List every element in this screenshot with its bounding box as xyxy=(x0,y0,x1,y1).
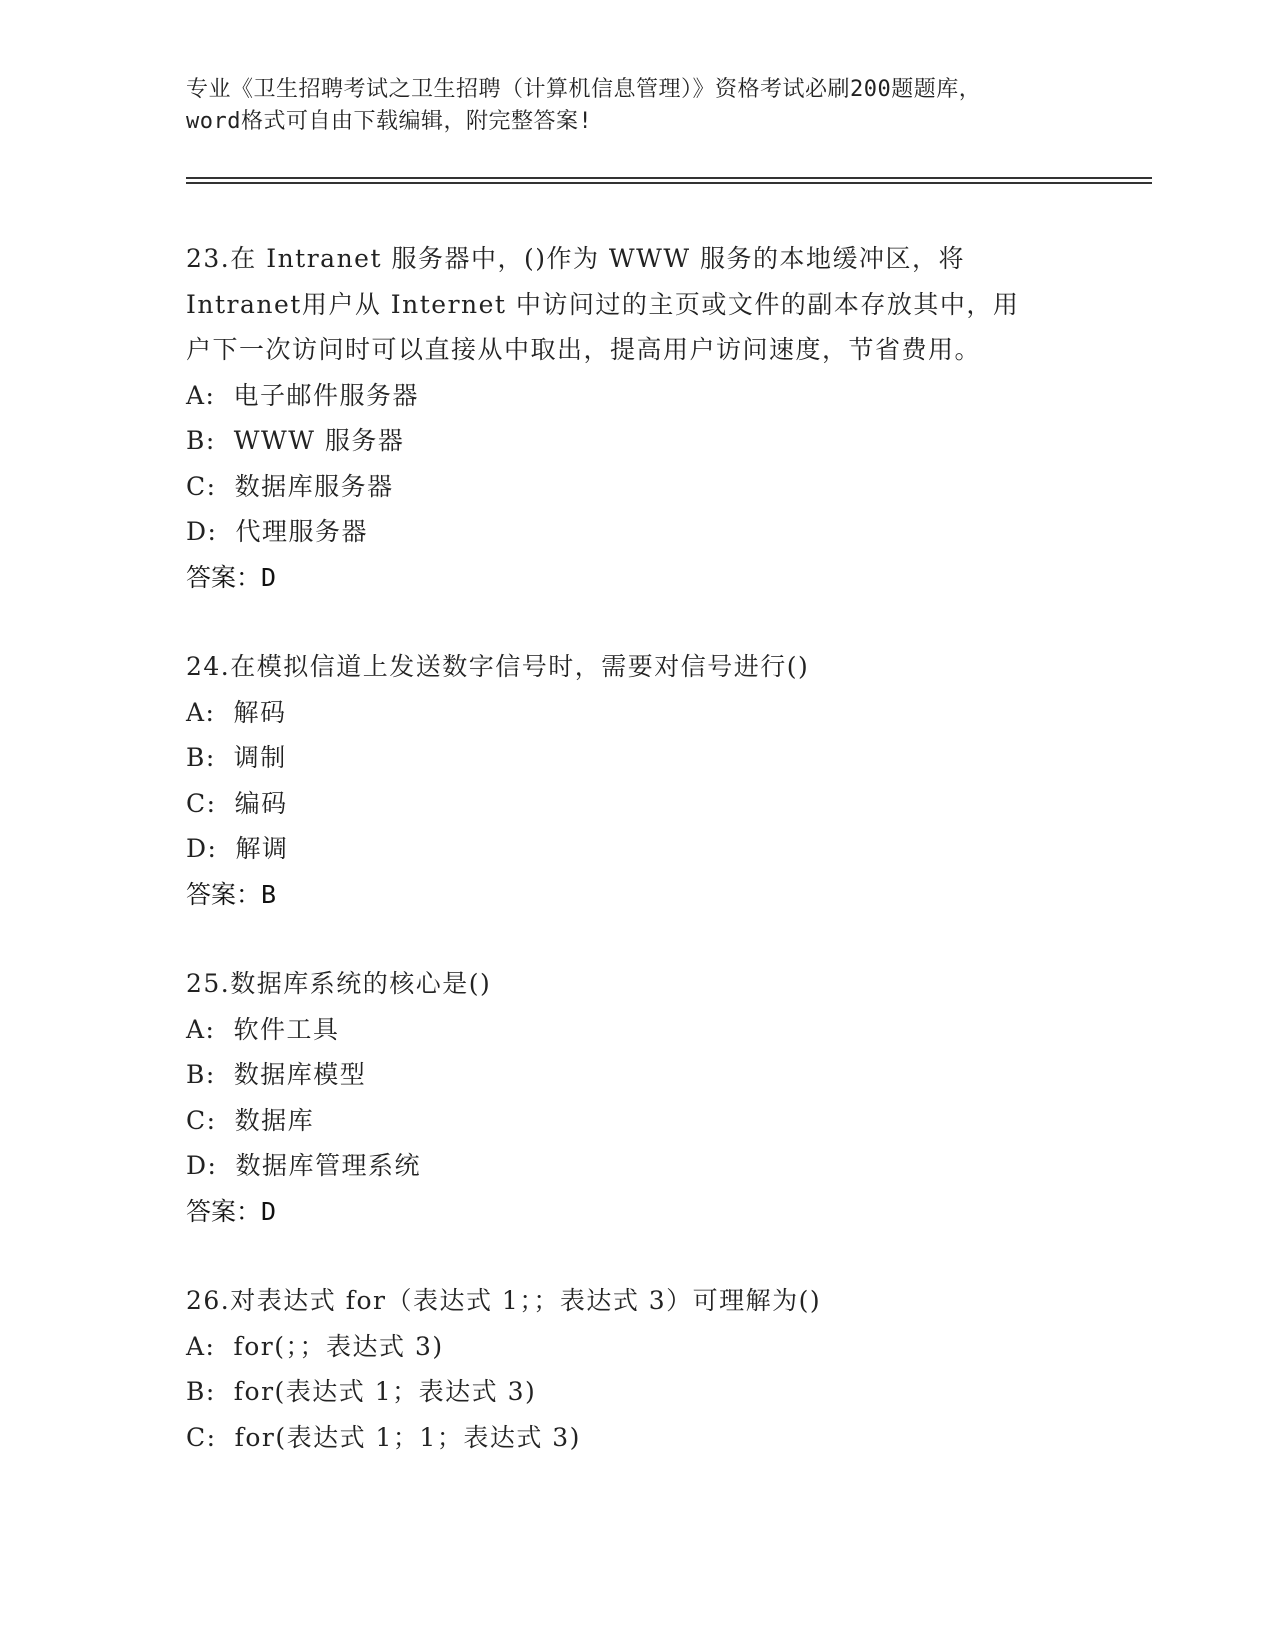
answer-option xyxy=(186,826,1086,872)
option-key: B: xyxy=(186,426,216,455)
option-text: for(；；表达式 3) xyxy=(233,1331,444,1361)
option-text: 数据库管理系统 xyxy=(235,1151,421,1180)
option-text: 数据库 xyxy=(234,1105,315,1135)
answer-line: 答案：D xyxy=(186,562,277,592)
question-stem-line: 26.对表达式 for（表达式 1；；表达式 3）可理解为() xyxy=(186,1286,822,1315)
answer-option xyxy=(186,509,1086,555)
option-text: 解码 xyxy=(233,697,287,727)
option-key: D: xyxy=(186,1151,218,1180)
option-text: 代理服务器 xyxy=(235,517,368,546)
answer-line: 答案：D xyxy=(186,1196,277,1226)
option-text: for(表达式 1；表达式 3) xyxy=(233,1377,537,1406)
answer-option xyxy=(186,1415,1086,1461)
header-line-2: word格式可自由下载编辑，附完整答案! xyxy=(186,109,593,134)
answer-option xyxy=(186,690,1086,736)
question-stem-line: Intranet用户从 Internet 中访问过的主页或文件的副本存放其中，用 xyxy=(186,289,1020,319)
answer-option xyxy=(186,1369,1086,1415)
question-block xyxy=(186,1278,1086,1460)
option-text: 编码 xyxy=(234,788,288,818)
question-stem-line: 24.在模拟信道上发送数字信号时，需要对信号进行() xyxy=(186,652,810,681)
option-key: A: xyxy=(186,1331,216,1361)
option-text: for(表达式 1；1；表达式 3) xyxy=(234,1422,581,1452)
answer-option xyxy=(186,418,1086,464)
question-stem-line: 23.在 Intranet 服务器中，()作为 WWW 服务的本地缓冲区，将 xyxy=(186,244,965,273)
question-stem-line: 户下一次访问时可以直接从中取出，提高用户访问速度，节省费用。 xyxy=(186,335,982,364)
answer-option xyxy=(186,1143,1086,1189)
answer-option xyxy=(186,781,1086,827)
option-text: 数据库服务器 xyxy=(234,471,394,501)
option-key: C: xyxy=(186,788,217,818)
answer-option xyxy=(186,1324,1086,1370)
question-list xyxy=(186,236,1086,1504)
header-divider-top xyxy=(186,177,1152,179)
answer-option xyxy=(186,373,1086,419)
answer-option xyxy=(186,1052,1086,1098)
option-key: B: xyxy=(186,1377,216,1406)
header-divider-bottom xyxy=(186,182,1152,184)
answer-line: 答案：B xyxy=(186,879,277,909)
question-stem-line: 25.数据库系统的核心是() xyxy=(186,969,492,998)
option-text: 解调 xyxy=(235,834,289,863)
option-text: 数据库模型 xyxy=(233,1060,367,1089)
option-key: A: xyxy=(186,697,216,727)
option-key: B: xyxy=(186,743,216,772)
option-key: A: xyxy=(186,380,216,410)
answer-option xyxy=(186,464,1086,510)
answer-option xyxy=(186,1007,1086,1053)
option-text: 软件工具 xyxy=(233,1014,340,1044)
question-block xyxy=(186,644,1086,917)
option-text: 电子邮件服务器 xyxy=(233,380,419,410)
option-text: 调制 xyxy=(233,743,287,772)
option-key: C: xyxy=(186,1422,217,1452)
option-text: WWW 服务器 xyxy=(233,426,405,455)
question-block xyxy=(186,961,1086,1234)
option-key: D: xyxy=(186,517,218,546)
option-key: C: xyxy=(186,471,217,501)
document-header xyxy=(186,74,1086,138)
question-block xyxy=(186,236,1086,600)
option-key: B: xyxy=(186,1060,216,1089)
option-key: C: xyxy=(186,1105,217,1135)
header-line-1: 专业《卫生招聘考试之卫生招聘（计算机信息管理）》资格考试必刷200题题库， xyxy=(186,77,982,102)
answer-option xyxy=(186,735,1086,781)
option-key: D: xyxy=(186,834,218,863)
option-key: A: xyxy=(186,1014,216,1044)
answer-option xyxy=(186,1098,1086,1144)
